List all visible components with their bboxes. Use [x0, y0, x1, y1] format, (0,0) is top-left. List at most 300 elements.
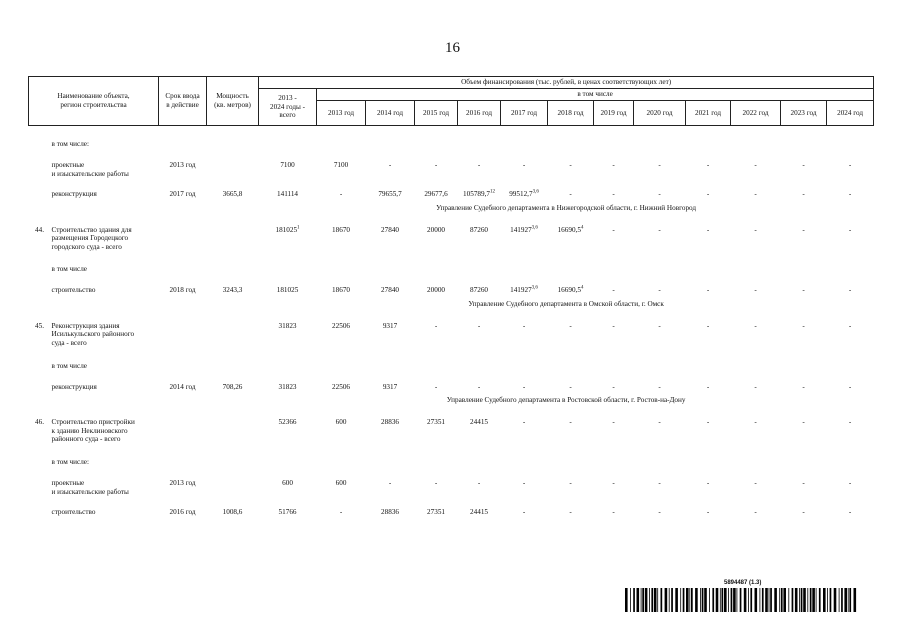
year-value	[686, 496, 731, 517]
year-value	[458, 312, 501, 348]
table-row	[29, 295, 874, 312]
year-value	[366, 467, 415, 496]
year-value-text: 105789,7	[463, 190, 490, 199]
barcode-bar	[834, 588, 837, 612]
year-value-text: -	[754, 508, 757, 517]
footnote-ref: 12	[489, 189, 495, 195]
year-value	[458, 496, 501, 517]
year-value-text: -	[388, 161, 392, 169]
year-value	[731, 312, 781, 348]
year-value	[366, 178, 415, 199]
year-value	[731, 216, 781, 252]
barcode-bar	[731, 588, 733, 612]
year-value-text: 9317	[382, 382, 398, 391]
barcode-bar	[695, 588, 698, 612]
barcode-bar	[709, 588, 710, 612]
total-value	[259, 371, 317, 392]
header-year: 2014 год	[366, 101, 415, 126]
year-value-text: -	[569, 508, 572, 517]
barcode-bar	[839, 588, 840, 612]
year-value	[781, 467, 827, 496]
year-value-text: -	[848, 225, 852, 234]
year-value	[634, 467, 686, 496]
year-value-text: 79655,7	[378, 190, 402, 199]
commissioning-term: 2013 год	[169, 161, 196, 169]
table-row	[29, 444, 874, 467]
barcode-bar	[625, 588, 628, 612]
barcode-bar	[654, 588, 657, 612]
year-value-text: -	[612, 382, 615, 391]
commissioning-term: 2014 год	[169, 382, 196, 391]
year-value-text: -	[802, 508, 805, 517]
barcode-bar	[848, 588, 849, 612]
year-value	[458, 274, 501, 295]
footnote-ref: 4	[580, 225, 584, 231]
year-value-text: -	[658, 161, 661, 169]
year-value-text: -	[802, 190, 805, 199]
barcode-bar	[642, 588, 644, 612]
spacer-cell	[51, 199, 159, 216]
spacer-cell	[159, 199, 207, 216]
year-value	[415, 274, 458, 295]
barcode-bar	[769, 588, 770, 612]
total-value	[259, 149, 317, 178]
table-body	[29, 126, 874, 517]
table-row	[29, 496, 874, 517]
year-value-text: -	[569, 417, 572, 426]
year-value-text: -	[477, 321, 481, 330]
year-value-text: 20000	[427, 225, 445, 234]
year-value-text: 141927	[510, 225, 532, 234]
table-row	[29, 371, 874, 392]
sub-label: в том числе	[51, 265, 87, 274]
object-number	[29, 274, 51, 295]
item-name: строительство	[51, 508, 96, 517]
object-number	[29, 371, 51, 392]
barcode-bar	[744, 588, 747, 612]
year-value	[827, 408, 874, 444]
year-value	[634, 408, 686, 444]
table-row	[29, 408, 874, 444]
year-value-text: 27840	[381, 286, 399, 295]
year-value	[317, 371, 366, 392]
barcode-bar	[760, 588, 761, 612]
year-value	[827, 467, 874, 496]
year-value-text: -	[848, 286, 852, 295]
year-value-text: -	[706, 508, 710, 517]
year-value-text: -	[848, 161, 852, 169]
year-value-text: -	[388, 478, 392, 487]
year-value-text: -	[802, 321, 805, 330]
row-num-cell	[29, 251, 51, 274]
year-value-text: -	[569, 382, 572, 391]
barcode-bar	[823, 588, 826, 612]
year-value	[634, 216, 686, 252]
year-value-text: 22506	[332, 382, 350, 391]
capacity: 3243,3	[222, 286, 243, 295]
object-number	[29, 178, 51, 199]
header-funding: Объем финансирования (тыс. рублей, в ценах соответствующих лет)	[259, 77, 874, 89]
year-value	[731, 274, 781, 295]
object-name: Строительство пристройки к зданию Неклиновского районного суда - всего	[51, 417, 135, 444]
year-value	[548, 274, 594, 295]
year-value-text: -	[754, 286, 757, 295]
commissioning-term: 2017 год	[169, 190, 196, 199]
year-value	[731, 467, 781, 496]
table-row	[29, 178, 874, 199]
barcode-bar	[669, 588, 670, 612]
year-value-text: -	[754, 417, 757, 426]
header-year: 2024 год	[827, 101, 874, 126]
header-year: 2019 год	[594, 101, 634, 126]
year-value-text: -	[754, 321, 757, 330]
year-value	[731, 371, 781, 392]
capacity	[207, 149, 259, 178]
year-value	[317, 408, 366, 444]
barcode-bar	[661, 588, 663, 612]
item-name: реконструкция	[51, 190, 97, 199]
year-value	[634, 496, 686, 517]
year-value-text: -	[522, 478, 526, 487]
year-value-text: -	[802, 225, 805, 234]
year-value-text: 600	[335, 417, 347, 426]
row-num-cell	[29, 391, 51, 408]
barcode-bar	[810, 588, 812, 612]
year-value-text: -	[477, 161, 481, 169]
year-value-text: -	[706, 321, 710, 330]
year-value	[731, 496, 781, 517]
year-value	[317, 467, 366, 496]
year-value-text: -	[569, 321, 572, 330]
year-value	[415, 467, 458, 496]
barcode-bar	[779, 588, 780, 612]
year-value-text: -	[658, 190, 661, 199]
year-value-text: 24415	[470, 417, 488, 426]
year-value	[415, 178, 458, 199]
year-value	[366, 149, 415, 178]
header-capacity: Мощность (кв. метров)	[207, 77, 259, 126]
year-value-text: -	[706, 417, 710, 426]
commissioning-term	[159, 312, 207, 348]
year-value-text: -	[802, 382, 805, 391]
year-value	[317, 178, 366, 199]
commissioning-term	[159, 216, 207, 252]
year-value	[501, 467, 548, 496]
year-value	[781, 274, 827, 295]
year-value	[415, 496, 458, 517]
table-row	[29, 348, 874, 371]
year-value-text: -	[706, 190, 710, 199]
object-number: 46.	[35, 417, 44, 426]
year-value	[415, 312, 458, 348]
total-value	[259, 312, 317, 348]
year-value	[827, 496, 874, 517]
year-value	[634, 312, 686, 348]
total-value-text: 31823	[278, 382, 297, 391]
year-value-text: 18670	[332, 286, 350, 295]
total-value	[259, 467, 317, 496]
barcode-bar	[788, 588, 789, 612]
year-value-text: -	[754, 161, 757, 169]
year-value-text: -	[658, 382, 661, 391]
commissioning-term: 2013 год	[169, 478, 196, 487]
year-value	[366, 496, 415, 517]
year-value	[415, 408, 458, 444]
total-value	[259, 274, 317, 295]
barcode-bar	[807, 588, 808, 612]
year-value-text: 16690,5	[557, 286, 581, 295]
capacity: 1008,6	[222, 508, 243, 517]
spacer-cell	[51, 295, 159, 312]
capacity	[207, 216, 259, 252]
barcode-bar	[683, 588, 685, 612]
year-value-text: -	[612, 417, 615, 426]
year-value	[594, 178, 634, 199]
item-name: реконструкция	[51, 382, 97, 391]
header-including: в том числе	[317, 89, 874, 101]
barcode-bar	[774, 588, 777, 612]
year-value	[594, 408, 634, 444]
year-value	[827, 216, 874, 252]
year-value-text: -	[706, 286, 710, 295]
year-value	[686, 216, 731, 252]
year-value	[686, 371, 731, 392]
table-row	[29, 216, 874, 252]
sub-label: в том числе	[51, 361, 87, 370]
barcode-bar	[724, 588, 727, 612]
year-value-text: -	[848, 321, 852, 330]
year-value-text: -	[706, 382, 710, 391]
year-value-text: -	[612, 478, 615, 487]
barcode-bar	[740, 588, 742, 612]
year-value	[458, 371, 501, 392]
row-num-cell	[29, 348, 51, 371]
year-value-text: -	[706, 225, 710, 234]
header-year: 2022 год	[731, 101, 781, 126]
year-value-text: -	[569, 478, 572, 487]
total-value-text: 52366	[278, 417, 297, 426]
barcode-bar	[641, 588, 642, 612]
department-heading: Управление Судебного департамента в Ростовской области, г. Ростов-на-Дону	[446, 396, 686, 405]
object-number	[29, 467, 51, 496]
barcode	[625, 588, 857, 612]
header-year: 2015 год	[415, 101, 458, 126]
barcode-bar	[844, 588, 847, 612]
barcode-bar	[637, 588, 640, 612]
year-value-text: -	[569, 161, 572, 169]
year-value	[317, 149, 366, 178]
item-name: проектные и изыскательские работы	[51, 478, 129, 496]
row-num-cell	[29, 126, 51, 150]
table-row	[29, 251, 874, 274]
year-value-text: 18670	[332, 225, 350, 234]
total-value-text: 600	[282, 478, 293, 487]
year-value	[731, 408, 781, 444]
year-value-text: -	[522, 161, 526, 169]
total-value	[259, 178, 317, 199]
year-value	[317, 496, 366, 517]
capacity: 3665,8	[222, 190, 243, 199]
barcode-bar	[704, 588, 707, 612]
year-value-text: 7100	[333, 161, 349, 169]
year-value-text: -	[754, 478, 757, 487]
barcode-bar	[657, 588, 658, 612]
year-value	[366, 312, 415, 348]
capacity	[207, 467, 259, 496]
year-value-text: -	[802, 417, 805, 426]
year-value-text: -	[569, 190, 572, 199]
barcode-bar	[675, 588, 678, 612]
year-value-text: -	[658, 225, 661, 234]
item-name: строительство	[51, 286, 96, 295]
year-value	[634, 149, 686, 178]
barcode-bar	[750, 588, 752, 612]
barcode-bar	[765, 588, 768, 612]
table-header	[29, 77, 874, 126]
total-value-text: 141114	[277, 190, 299, 199]
year-value	[594, 496, 634, 517]
barcode-bar	[651, 588, 653, 612]
department-heading: Управление Судебного департамента в Нижегородской области, г. Нижний Новгород	[436, 203, 697, 212]
commissioning-term: 2016 год	[169, 508, 196, 517]
year-value-text: -	[339, 508, 343, 517]
row-num-cell	[29, 295, 51, 312]
year-value	[781, 216, 827, 252]
barcode-bar	[720, 588, 721, 612]
object-number: 44.	[35, 225, 44, 234]
total-value-text: 31823	[278, 321, 297, 330]
year-value	[781, 408, 827, 444]
barcode-bar	[830, 588, 832, 612]
year-value	[781, 312, 827, 348]
item-name: проектные и изыскательские работы	[51, 161, 129, 178]
barcode-bar	[728, 588, 729, 612]
year-value-text: -	[339, 190, 343, 199]
year-value	[781, 496, 827, 517]
page-number: 16	[445, 40, 460, 56]
header-term: Срок ввода в действие	[159, 77, 207, 126]
barcode-bar	[762, 588, 764, 612]
table-row	[29, 391, 874, 408]
year-value-text: 28836	[381, 508, 399, 517]
year-value	[634, 371, 686, 392]
year-value-text: -	[612, 321, 615, 330]
year-value	[634, 178, 686, 199]
year-value	[686, 467, 731, 496]
footnote-ref: 3,6	[532, 189, 539, 195]
spacer-cell	[207, 199, 259, 216]
row-num-cell	[29, 444, 51, 467]
year-value-text: -	[522, 417, 526, 426]
barcode-bar	[770, 588, 772, 612]
barcode-bar	[841, 588, 843, 612]
year-value-text: 27351	[427, 508, 445, 517]
year-value-text: -	[754, 382, 757, 391]
barcode-bar	[645, 588, 648, 612]
year-value	[501, 216, 548, 252]
year-value-text: 99512,7	[509, 190, 533, 199]
year-value	[686, 178, 731, 199]
barcode-bar	[781, 588, 783, 612]
header-year: 2013 год	[317, 101, 366, 126]
barcode-bar	[733, 588, 736, 612]
object-number	[29, 496, 51, 517]
year-value	[594, 216, 634, 252]
barcode-bar	[680, 588, 681, 612]
year-value-text: -	[434, 382, 438, 391]
year-value-text: -	[477, 478, 481, 487]
year-value	[415, 371, 458, 392]
object-name: Строительство здания для размещения Городецкого городского суда - всего	[51, 225, 132, 251]
year-value-text: -	[848, 508, 852, 517]
year-value	[501, 274, 548, 295]
year-value	[366, 216, 415, 252]
year-value-text: -	[658, 478, 661, 487]
year-value	[366, 274, 415, 295]
year-value	[594, 467, 634, 496]
capacity	[207, 408, 259, 444]
year-value-text: -	[848, 382, 852, 391]
object-number: 45.	[35, 321, 44, 330]
header-year: 2020 год	[634, 101, 686, 126]
year-value	[781, 178, 827, 199]
footnote-ref: 3,6	[531, 286, 538, 292]
year-value	[415, 149, 458, 178]
barcode-bar	[630, 588, 631, 612]
header-year: 2023 год	[781, 101, 827, 126]
year-value	[548, 467, 594, 496]
total-value	[259, 408, 317, 444]
year-value-text: -	[434, 161, 438, 169]
year-value-text: -	[658, 286, 661, 295]
barcode-bar	[691, 588, 693, 612]
year-value	[594, 149, 634, 178]
capacity: 708,26	[222, 382, 243, 391]
barcode-bar	[716, 588, 719, 612]
barcode-bar	[854, 588, 857, 612]
table-row	[29, 199, 874, 216]
table-row	[29, 126, 874, 150]
sub-label: в том числе:	[51, 457, 89, 466]
year-value	[548, 371, 594, 392]
year-value-text: 141927	[510, 286, 532, 295]
table-row	[29, 312, 874, 348]
footnote-ref: 3,6	[531, 225, 538, 231]
object-number	[29, 149, 51, 178]
year-value	[594, 312, 634, 348]
barcode-bar	[827, 588, 828, 612]
year-value-text: -	[612, 508, 615, 517]
year-value-text: 27840	[381, 225, 399, 234]
year-value-text: -	[612, 286, 615, 295]
footnote-ref: 4	[580, 286, 584, 292]
year-value-text: 22506	[332, 321, 350, 330]
year-value	[686, 408, 731, 444]
year-value	[827, 178, 874, 199]
year-value-text: -	[522, 321, 526, 330]
year-value	[548, 178, 594, 199]
year-value-text: -	[612, 161, 615, 169]
department-heading: Управление Судебного департамента в Омской области, г. Омск	[468, 300, 664, 309]
year-value	[686, 274, 731, 295]
total-value	[259, 496, 317, 517]
year-value-text: -	[434, 478, 438, 487]
year-value-text: -	[802, 286, 805, 295]
spacer-cell	[207, 295, 259, 312]
header-name: Наименование объекта, регион строительства	[29, 77, 159, 126]
header-year: 2021 год	[686, 101, 731, 126]
year-value	[827, 149, 874, 178]
